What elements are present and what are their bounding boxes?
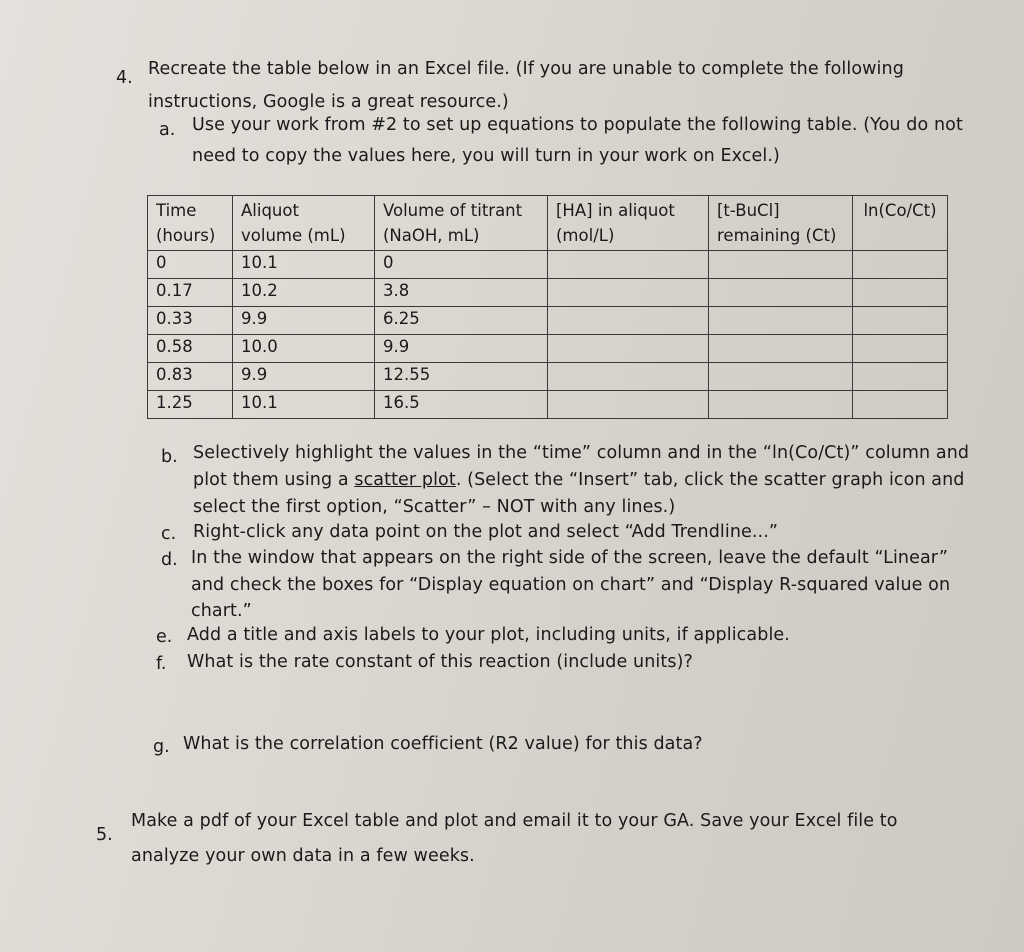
- q4d-text-line1: In the window that appears on the right side of the screen, leave the default “Linear”: [191, 548, 948, 568]
- header-aliquot-volume: Aliquot volume (mL): [233, 196, 375, 251]
- q5-text-line1: Make a pdf of your Excel table and plot and email it to your GA. Save your Excel file to: [131, 811, 898, 831]
- table-cell: 16.5: [375, 391, 548, 419]
- table-cell: [548, 363, 709, 391]
- table-cell: 12.55: [375, 363, 548, 391]
- q4b-text-line1: Selectively highlight the values in the “time” column and in the “ln(Co/Ct)” column and: [193, 443, 970, 463]
- q4-text-line2: instructions, Google is a great resource.): [148, 92, 509, 112]
- table-cell: [709, 307, 853, 335]
- table-cell: 0.33: [148, 307, 233, 335]
- q4b-label: b.: [161, 447, 178, 467]
- header-time: Time (hours): [148, 196, 233, 251]
- header-titrant-volume: Volume of titrant (NaOH, mL): [375, 196, 548, 251]
- table-header-row: [148, 196, 948, 251]
- q4-number: 4.: [116, 68, 133, 88]
- table-cell: 0: [148, 251, 233, 279]
- header-ha-concentration: [HA] in aliquot (mol/L): [548, 196, 709, 251]
- table-cell: 1.25: [148, 391, 233, 419]
- table-cell: 9.9: [375, 335, 548, 363]
- table-cell: 0.58: [148, 335, 233, 363]
- table-row: [148, 307, 948, 335]
- table-cell: [853, 363, 948, 391]
- table-row: [148, 251, 948, 279]
- table-cell: [853, 391, 948, 419]
- table-cell: [548, 279, 709, 307]
- q4f-text-line1: What is the rate constant of this reaction (include units)?: [187, 652, 693, 672]
- table-cell: 10.0: [233, 335, 375, 363]
- table-cell: 0.17: [148, 279, 233, 307]
- q4f-label: f.: [156, 654, 167, 674]
- table-cell: [709, 363, 853, 391]
- table-cell: 10.1: [233, 251, 375, 279]
- q4b-text-line3: select the first option, “Scatter” – NOT with any lines.): [193, 497, 676, 517]
- table-cell: [853, 251, 948, 279]
- table-cell: 9.9: [233, 363, 375, 391]
- table-cell: [548, 307, 709, 335]
- table-row: [148, 279, 948, 307]
- q4e-label: e.: [156, 627, 173, 647]
- header-ln-ratio: ln(Co/Ct): [853, 196, 948, 251]
- scatter-plot-link-text: scatter plot: [354, 470, 456, 490]
- table-row: [148, 363, 948, 391]
- table-cell: [709, 335, 853, 363]
- q4c-text-line1: Right-click any data point on the plot and select “Add Trendline...”: [193, 522, 779, 542]
- table-cell: [548, 335, 709, 363]
- table-cell: [548, 391, 709, 419]
- q4c-label: c.: [161, 524, 177, 544]
- q4g-text-line1: What is the correlation coefficient (R2 value) for this data?: [183, 734, 703, 754]
- table-cell: 6.25: [375, 307, 548, 335]
- table-cell: 10.2: [233, 279, 375, 307]
- table-cell: 3.8: [375, 279, 548, 307]
- table-cell: [709, 391, 853, 419]
- table-cell: [853, 335, 948, 363]
- q4d-text-line2: and check the boxes for “Display equation on chart” and “Display R-squared value on: [191, 575, 951, 595]
- table-cell: 0.83: [148, 363, 233, 391]
- table-row: [148, 335, 948, 363]
- q4d-text-line3: chart.”: [191, 601, 252, 621]
- header-tbucl-remaining: [t-BuCl] remaining (Ct): [709, 196, 853, 251]
- table-cell: [548, 251, 709, 279]
- q5-text-line2: analyze your own data in a few weeks.: [131, 846, 475, 866]
- table-cell: [853, 307, 948, 335]
- table-cell: 9.9: [233, 307, 375, 335]
- q4g-label: g.: [153, 737, 170, 757]
- table-cell: 10.1: [233, 391, 375, 419]
- q5-number: 5.: [96, 825, 113, 845]
- q4a-label: a.: [159, 120, 176, 140]
- q4d-label: d.: [161, 550, 178, 570]
- q4-text-line1: Recreate the table below in an Excel file. (If you are unable to complete the following: [148, 59, 904, 79]
- q4b-text-line2: plot them using a scatter plot. (Select the “Insert” tab, click the scatter graph icon and: [193, 470, 965, 490]
- q4e-text-line1: Add a title and axis labels to your plot, including units, if applicable.: [187, 625, 790, 645]
- q4a-text-line2: need to copy the values here, you will turn in your work on Excel.): [192, 146, 780, 166]
- table-cell: 0: [375, 251, 548, 279]
- table-cell: [709, 251, 853, 279]
- table-row: [148, 391, 948, 419]
- data-table: [147, 195, 948, 419]
- table-cell: [709, 279, 853, 307]
- table-cell: [853, 279, 948, 307]
- q4a-text-line1: Use your work from #2 to set up equations to populate the following table. (You do not: [192, 115, 963, 135]
